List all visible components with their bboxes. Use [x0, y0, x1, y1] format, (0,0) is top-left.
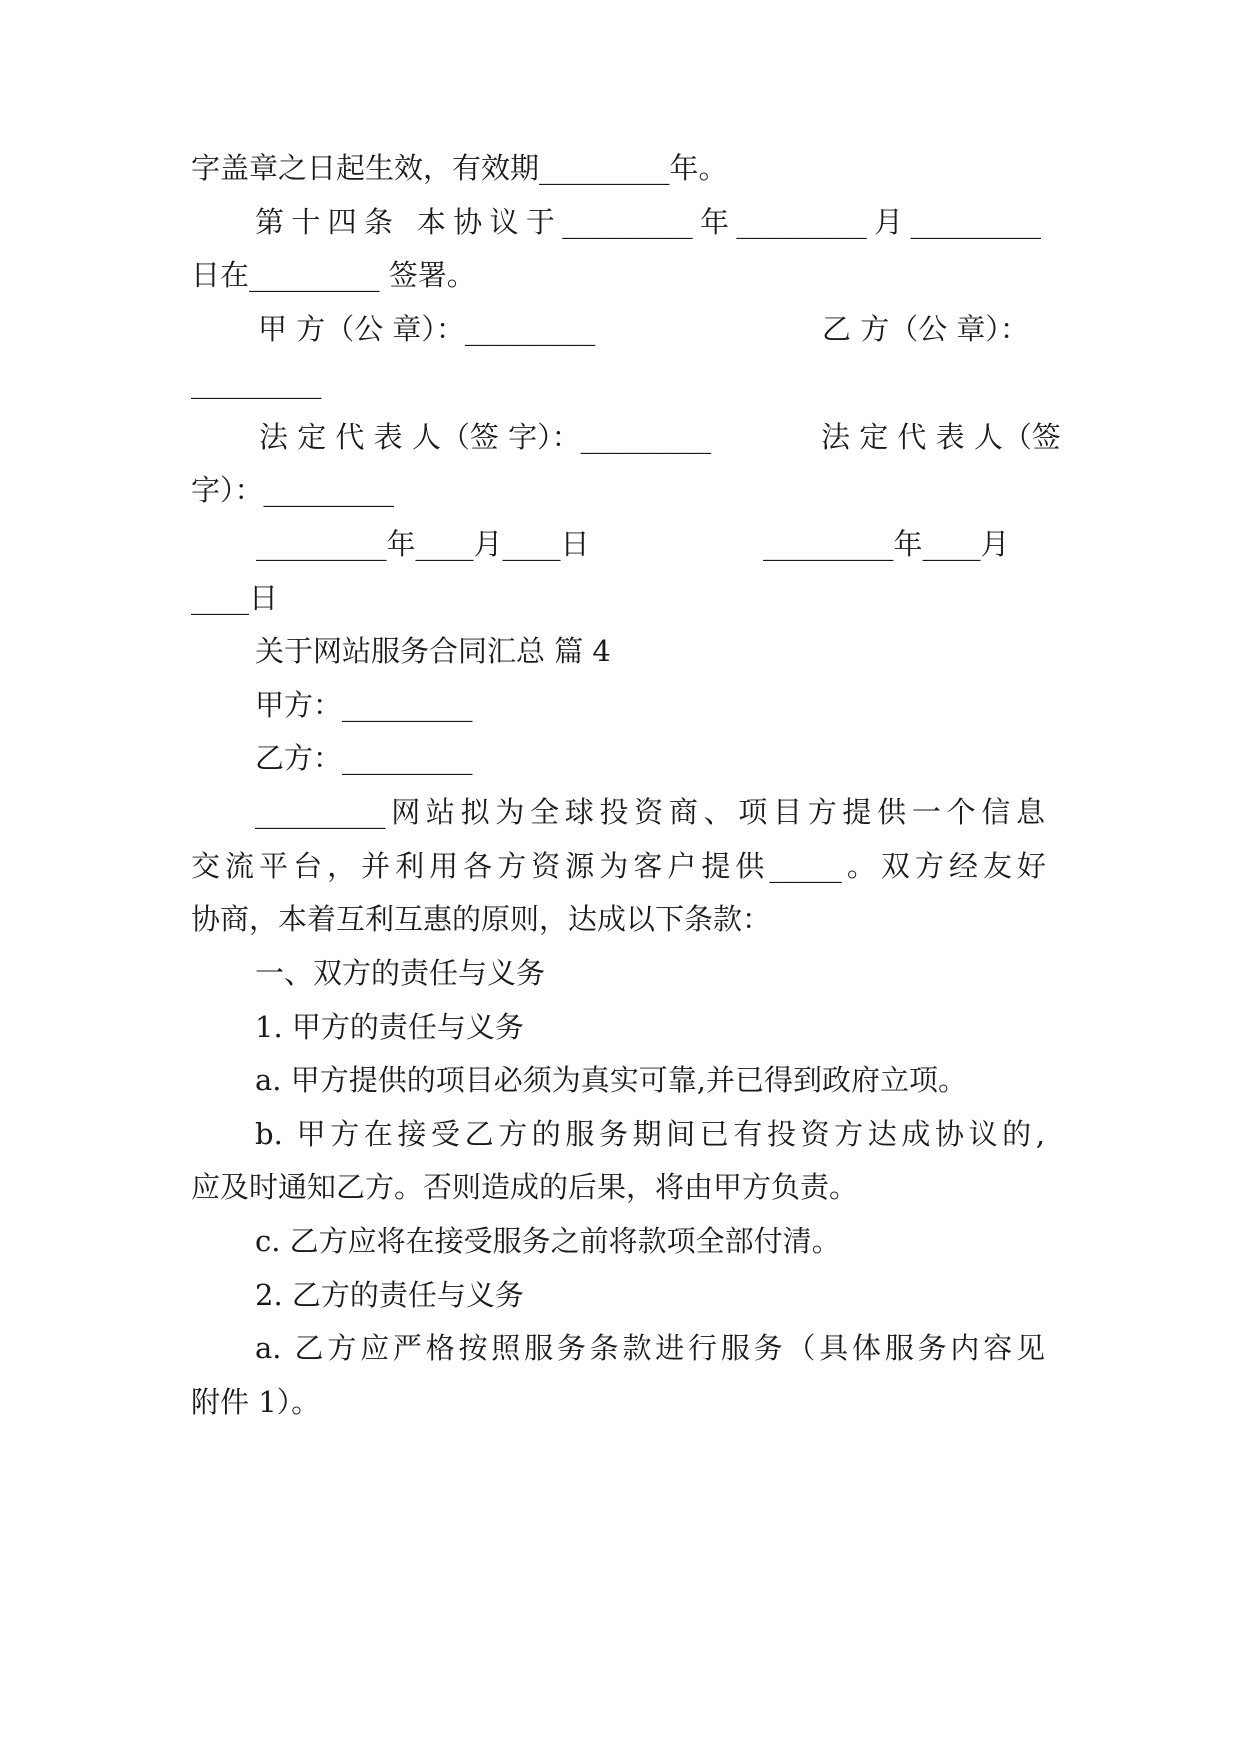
party-b-seal-blank: _________ — [191, 365, 322, 399]
party-b-rep-blank: 字）：_________ — [191, 473, 395, 507]
party-b-date: _________年____月 — [763, 527, 1010, 561]
text-line-signing-place: 日在_________ 签署。 — [191, 258, 476, 292]
subsection-party-a: 1. 甲方的责任与义务 — [255, 1010, 524, 1044]
party-b-date-day: ____日 — [191, 581, 279, 615]
text-line-article-14: 第十四条 本协议于_________年_________月_________ — [255, 205, 1041, 239]
section-responsibilities: 一、双方的责任与义务 — [255, 956, 546, 990]
clause-c-1: c. 乙方应将在接受服务之前将款项全部付清。 — [255, 1224, 841, 1258]
party-a-seal-label: 甲 方（公 章）：_________ — [258, 312, 596, 346]
section-heading-4: 关于网站服务合同汇总 篇 4 — [255, 634, 611, 668]
paragraph-intro-line-2: 交流平台，并利用各方资源为客户提供_____。双方经友好 — [191, 849, 1046, 883]
party-b-line: 乙方：_________ — [255, 741, 473, 775]
party-b-rep-label: 法 定 代 表 人（签 — [821, 420, 1061, 454]
clause-a-2-line-1: a. 乙方应严格按照服务条款进行服务（具体服务内容见 — [255, 1331, 1045, 1365]
paragraph-intro-line-1: _________网站拟为全球投资商、项目方提供一个信息 — [255, 795, 1045, 829]
subsection-party-b: 2. 乙方的责任与义务 — [255, 1278, 524, 1312]
text-line-effective: 字盖章之日起生效，有效期_________年。 — [191, 151, 728, 185]
party-b-seal-label: 乙 方（公 章）： — [822, 312, 1029, 346]
clause-a-2-line-2: 附件 1）。 — [191, 1385, 321, 1419]
party-a-rep-label: 法 定 代 表 人（签 字）：_________ — [259, 420, 712, 454]
clause-b-1-line-2: 应及时通知乙方。否则造成的后果，将由甲方负责。 — [191, 1170, 859, 1204]
party-a-line: 甲方：_________ — [255, 688, 473, 722]
clause-b-1-line-1: b. 甲方在接受乙方的服务期间已有投资方达成协议的, — [255, 1117, 1045, 1151]
party-a-date: _________年____月____日 — [256, 527, 590, 561]
paragraph-intro-line-3: 协商，本着互利互惠的原则，达成以下条款： — [191, 902, 772, 936]
clause-a-1: a. 甲方提供的项目必须为真实可靠,并已得到政府立项。 — [255, 1063, 967, 1097]
